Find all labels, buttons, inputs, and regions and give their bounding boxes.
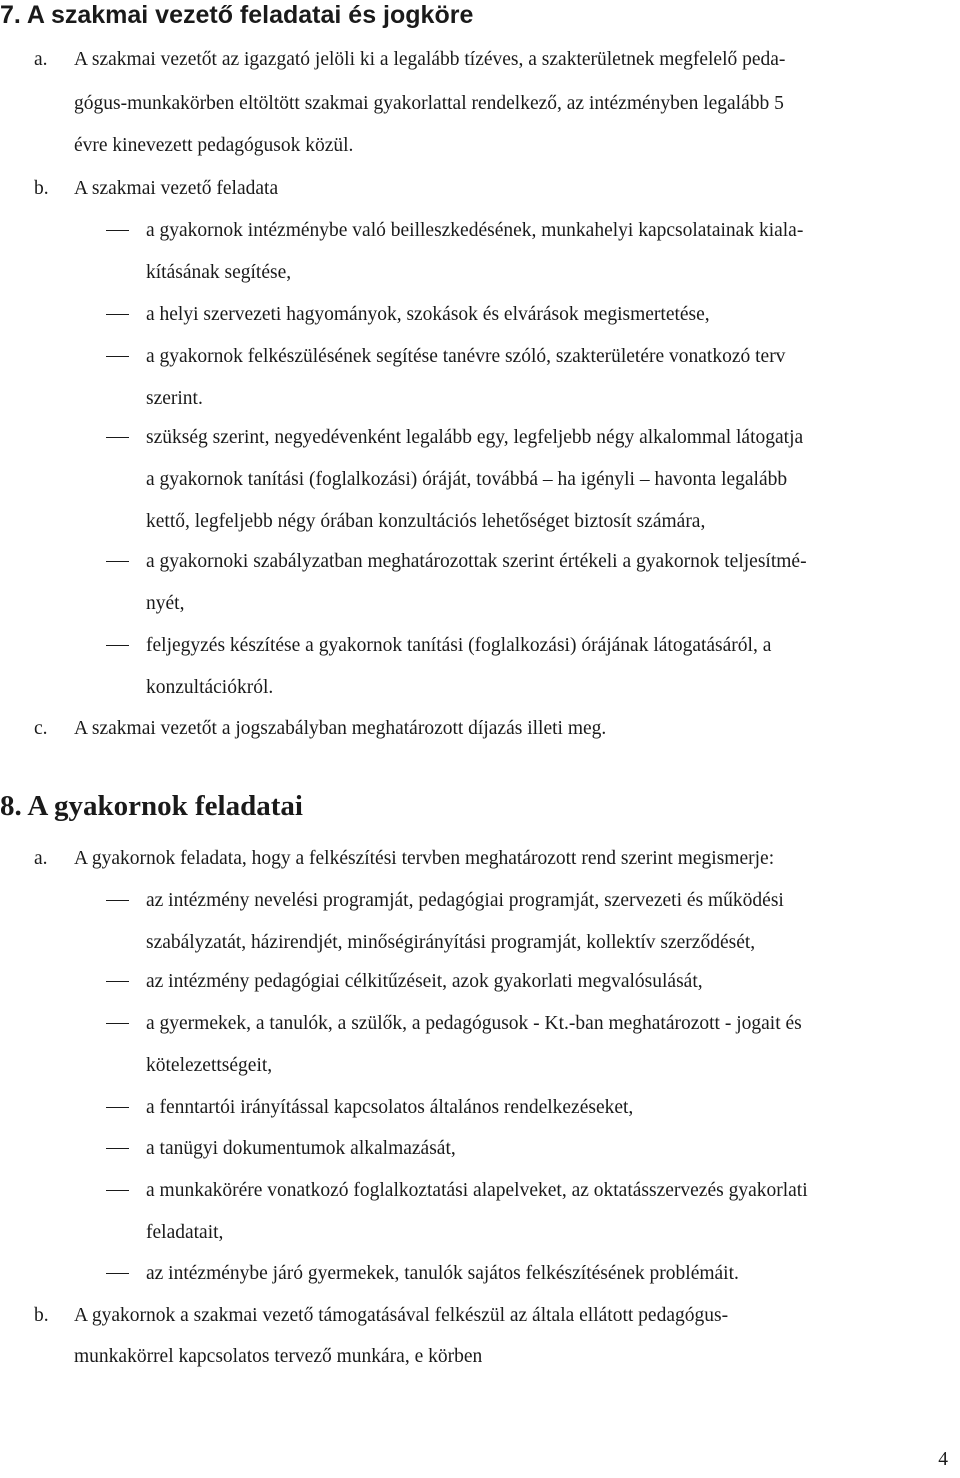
list-item-line: a gyermekek, a tanulók, a szülők, a pedagógusok - Kt.-ban meghatározott - jogait és <box>146 1013 802 1034</box>
list-item-line: szerint. <box>146 388 203 409</box>
section-7-heading: 7. A szakmai vezető feladatai és jogköre <box>0 1 474 29</box>
list-item-line: szabályzatát, házirendjét, minőségirányítási programját, kollektív szerződését, <box>146 932 756 953</box>
item-label-7b: b. <box>34 178 49 199</box>
list-item-line: kötelezettségeit, <box>146 1055 273 1076</box>
dash-bullet <box>106 1190 129 1191</box>
list-item-line: szükség szerint, negyedévenként legalább egy, legfeljebb négy alkalommal látogatja <box>146 427 804 448</box>
list-item-line: a fenntartói irányítással kapcsolatos általános rendelkezéseket, <box>146 1097 634 1118</box>
list-item-line: az intézménybe járó gyermekek, tanulók sajátos felkészítésének problémáit. <box>146 1263 739 1284</box>
list-item-line: az intézmény pedagógiai célkitűzéseit, azok gyakorlati megvalósulását, <box>146 971 703 992</box>
paragraph-line: A gyakornok a szakmai vezető támogatásával felkészül az általa ellátott pedagógus- <box>74 1305 729 1326</box>
list-item-line: a munkakörére vonatkozó foglalkoztatási alapelveket, az oktatásszervezés gyakorlati <box>146 1180 808 1201</box>
dash-bullet <box>106 437 129 438</box>
list-item-line: a gyakornok intézménybe való beilleszkedésének, munkahelyi kapcsolatainak kiala- <box>146 220 804 241</box>
item-label-8a: a. <box>34 848 48 869</box>
paragraph-line: A szakmai vezető feladata <box>74 178 279 199</box>
list-item-line: feljegyzés készítése a gyakornok tanítási (foglalkozási) órájának látogatásáról, a <box>146 635 772 656</box>
paragraph-line: A szakmai vezetőt az igazgató jelöli ki a legalább tízéves, a szakterületnek megfelelő peda- <box>74 49 786 70</box>
list-item-line: a tanügyi dokumentumok alkalmazását, <box>146 1138 456 1159</box>
dash-bullet <box>106 900 129 901</box>
paragraph-line: gógus-munkakörben eltöltött szakmai gyakorlattal rendelkező, az intézményben legalább 5 <box>74 93 784 114</box>
list-item-line: a gyakornok felkészülésének segítése tanévre szóló, szakterületére vonatkozó terv <box>146 346 786 367</box>
paragraph-line: A gyakornok feladata, hogy a felkészítési tervben meghatározott rend szerint megismerje: <box>74 848 775 869</box>
dash-bullet <box>106 981 129 982</box>
dash-bullet <box>106 645 129 646</box>
page-number: 4 <box>938 1449 948 1470</box>
list-item-line: a gyakornok tanítási (foglalkozási) óráját, továbbá – ha igényli – havonta legalább <box>146 469 788 490</box>
list-item-line: az intézmény nevelési programját, pedagógiai programját, szervezeti és működési <box>146 890 784 911</box>
list-item-line: konzultációkról. <box>146 677 274 698</box>
dash-bullet <box>106 1148 129 1149</box>
paragraph-line: munkakörrel kapcsolatos tervező munkára, e körben <box>74 1346 483 1367</box>
item-label-7c: c. <box>34 718 48 739</box>
dash-bullet <box>106 1107 129 1108</box>
paragraph-line: évre kinevezett pedagógusok közül. <box>74 135 354 156</box>
dash-bullet <box>106 230 129 231</box>
section-8-heading: 8. A gyakornok feladatai <box>0 790 303 822</box>
list-item-line: kításának segítése, <box>146 262 292 283</box>
dash-bullet <box>106 1023 129 1024</box>
list-item-line: a helyi szervezeti hagyományok, szokások és elvárások megismertetése, <box>146 304 710 325</box>
list-item-line: kettő, legfeljebb négy órában konzultációs lehetőséget biztosít számára, <box>146 511 706 532</box>
dash-bullet <box>106 561 129 562</box>
list-item-line: feladatait, <box>146 1222 224 1243</box>
dash-bullet <box>106 356 129 357</box>
item-label-8b: b. <box>34 1305 49 1326</box>
paragraph-line: A szakmai vezetőt a jogszabályban meghatározott díjazás illeti meg. <box>74 718 607 739</box>
dash-bullet <box>106 1273 129 1274</box>
dash-bullet <box>106 314 129 315</box>
item-label-7a: a. <box>34 49 48 70</box>
list-item-line: nyét, <box>146 593 185 614</box>
list-item-line: a gyakornoki szabályzatban meghatározottak szerint értékeli a gyakornok teljesítmé- <box>146 551 807 572</box>
